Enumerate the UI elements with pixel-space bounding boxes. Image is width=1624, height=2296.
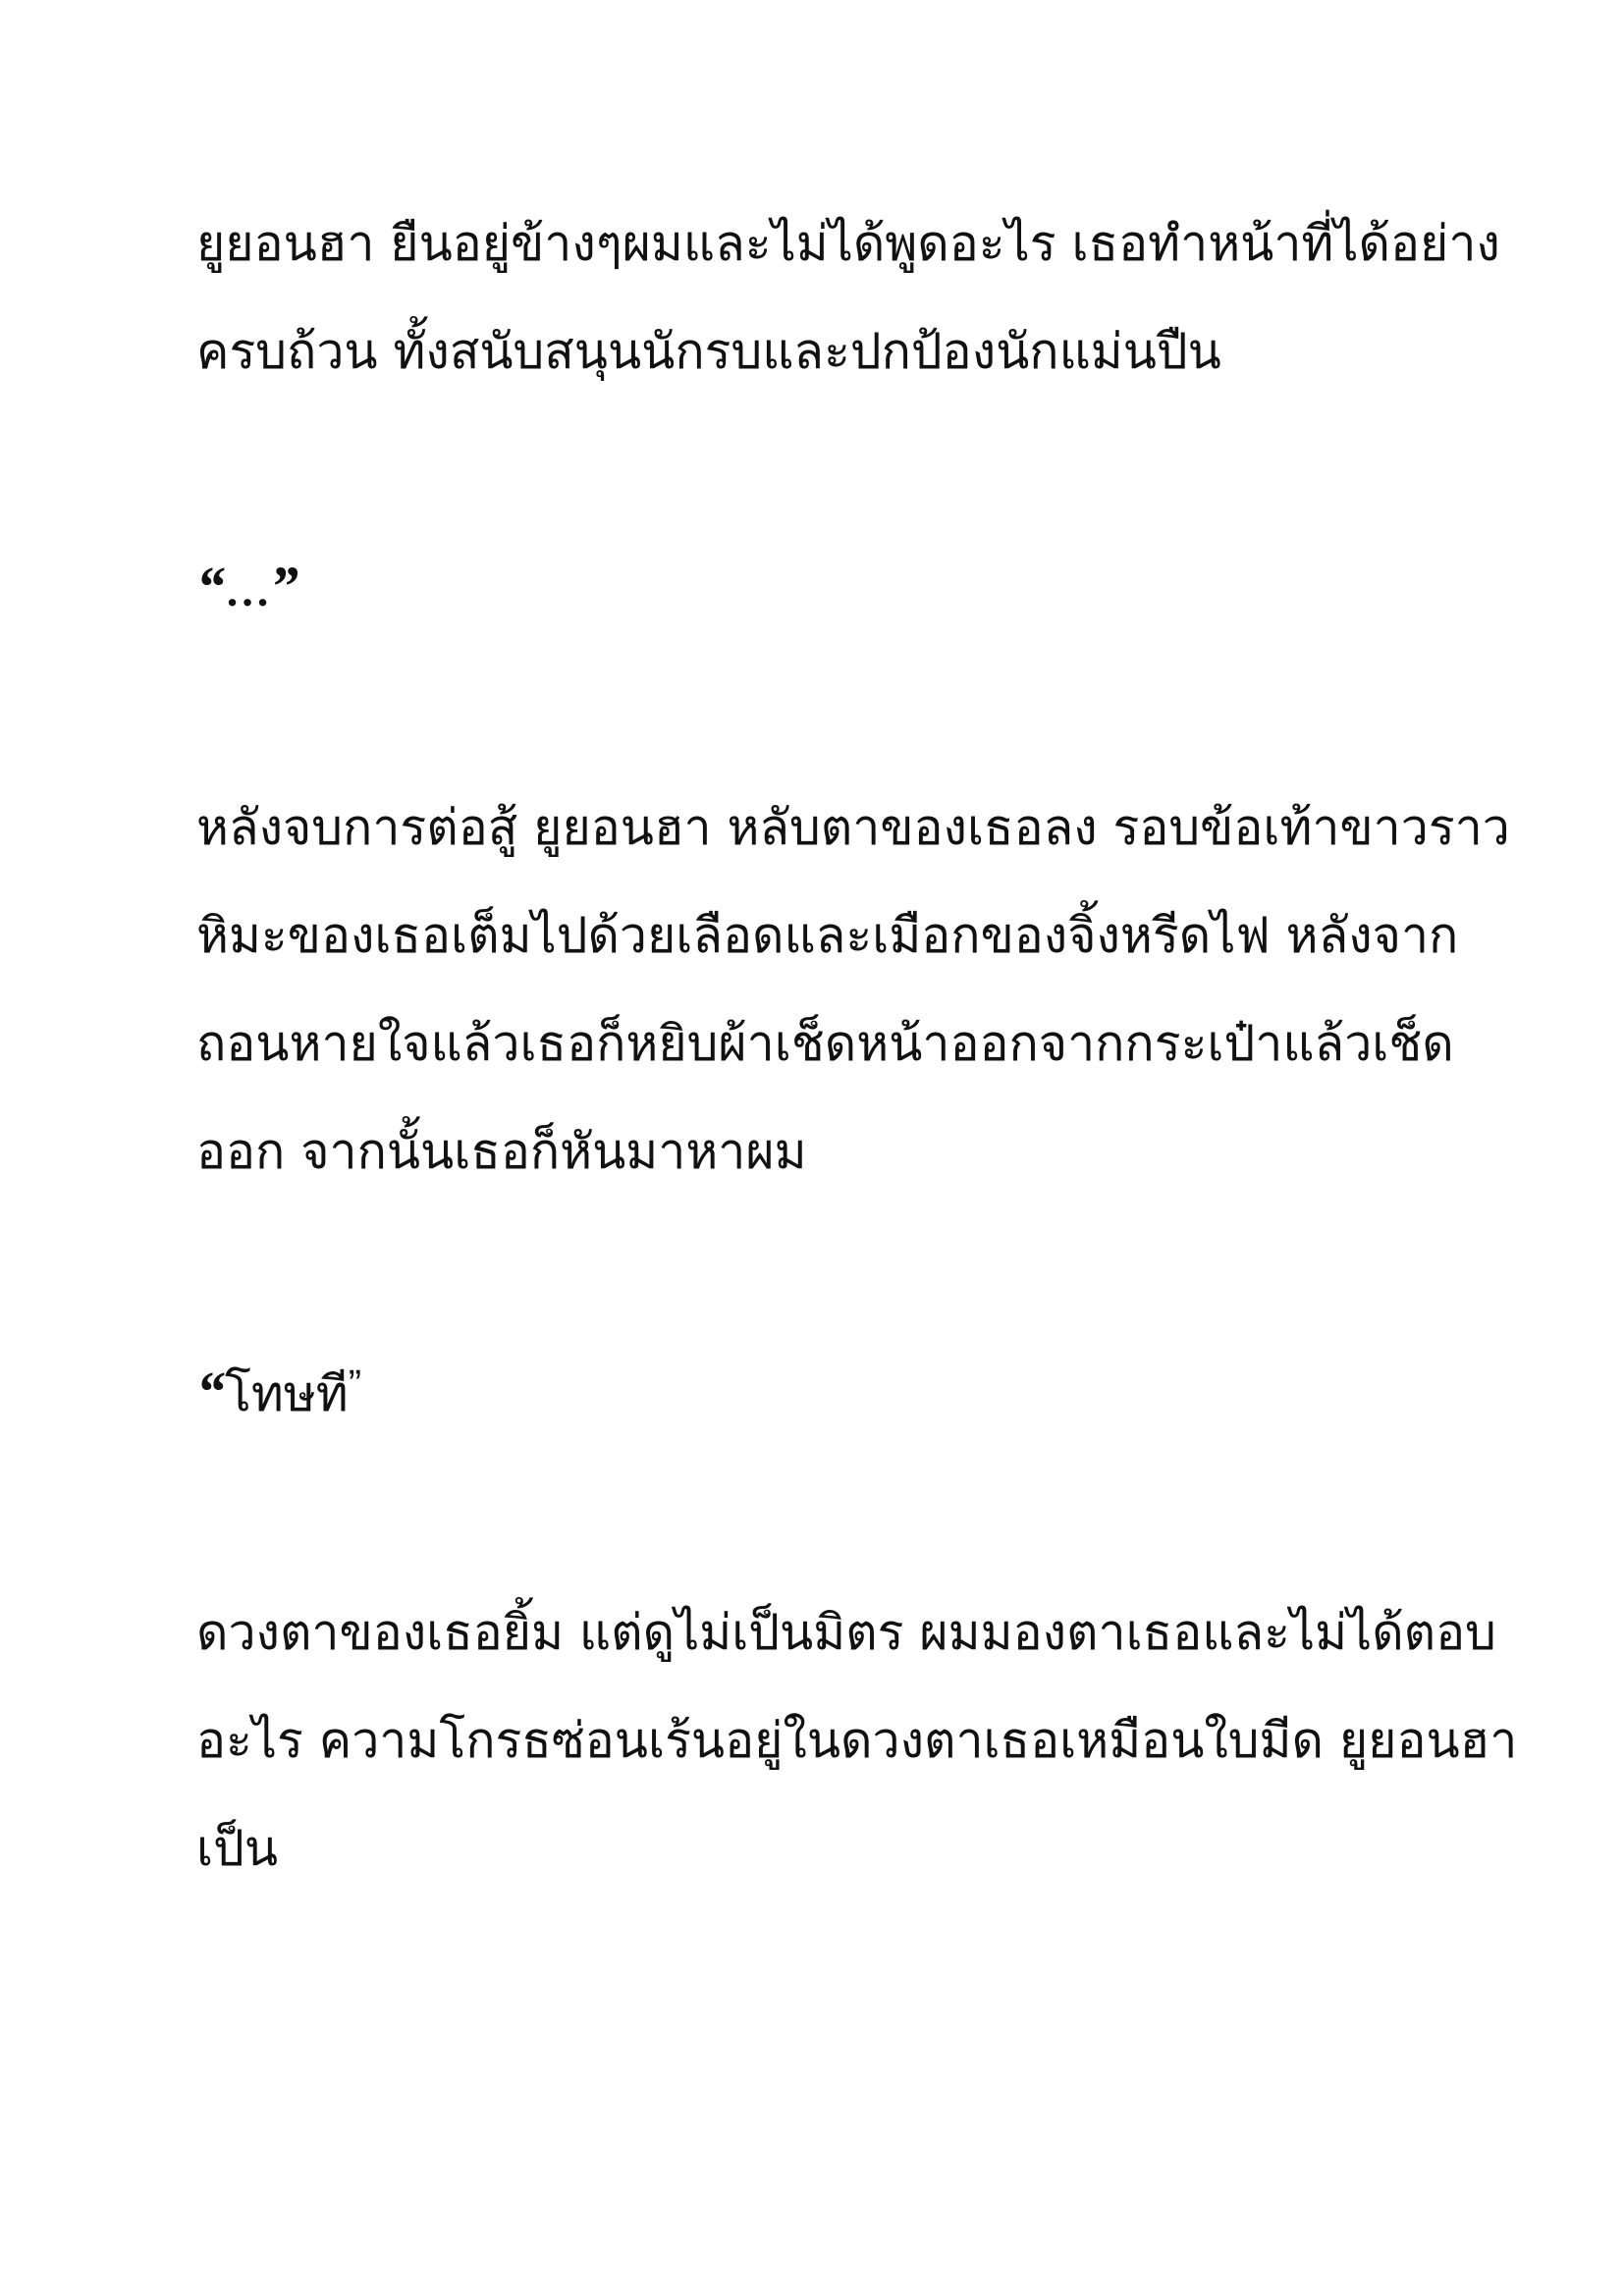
paragraph-2-line-4: ออก จากนั้นเธอก็หันมาหาผม bbox=[196, 1123, 807, 1180]
ellipsis-text: … bbox=[225, 565, 270, 615]
quote-sorry bbox=[196, 1355, 1434, 1423]
close-quote: ” bbox=[348, 1362, 362, 1406]
paragraph-2-line-3: ถอนหายใจแล้วเธอก็หยิบผ้าเช็ดหน้าออกจากกระเป๋าแล้วเช็ด bbox=[196, 1015, 1454, 1072]
paragraph-3-line-3: เป็น bbox=[196, 1820, 279, 1877]
paragraph-3-line-2: อะไร ความโกรธซ่อนเร้นอยู่ในดวงตาเธอเหมือนใบมีด ยูยอนฮา bbox=[196, 1712, 1518, 1769]
open-quote: “ bbox=[196, 555, 225, 618]
paragraph-1-line-1: ยูยอนฮา ยืนอยู่ข้างๆผมและไม่ได้พูดอะไร เธอทำหน้าที่ได้อย่าง bbox=[196, 215, 1500, 272]
paragraph-3-line-1: ดวงตาของเธอยิ้ม แต่ดูไม่เป็นมิตร ผมมองตาเธอและไม่ได้ตอบ bbox=[196, 1604, 1496, 1661]
open-quote: “ bbox=[196, 1360, 225, 1423]
quote-ellipsis bbox=[196, 555, 1434, 620]
paragraph-1-line-2: ครบถ้วน ทั้งสนับสนุนนักรบและปกป้องนักแม่นปืน bbox=[196, 323, 1221, 380]
paragraph-2-line-1: หลังจบการต่อสู้ ยูยอนฮา หลับตาของเธอลง รอบข้อเท้าขาวราว bbox=[196, 799, 1510, 856]
close-quote: ” bbox=[270, 555, 298, 618]
sorry-text: โทษที bbox=[225, 1365, 349, 1422]
paragraph-2-line-2: หิมะของเธอเต็มไปด้วยเลือดและเมือกของจิ้งหรีดไฟ หลังจาก bbox=[196, 907, 1459, 964]
